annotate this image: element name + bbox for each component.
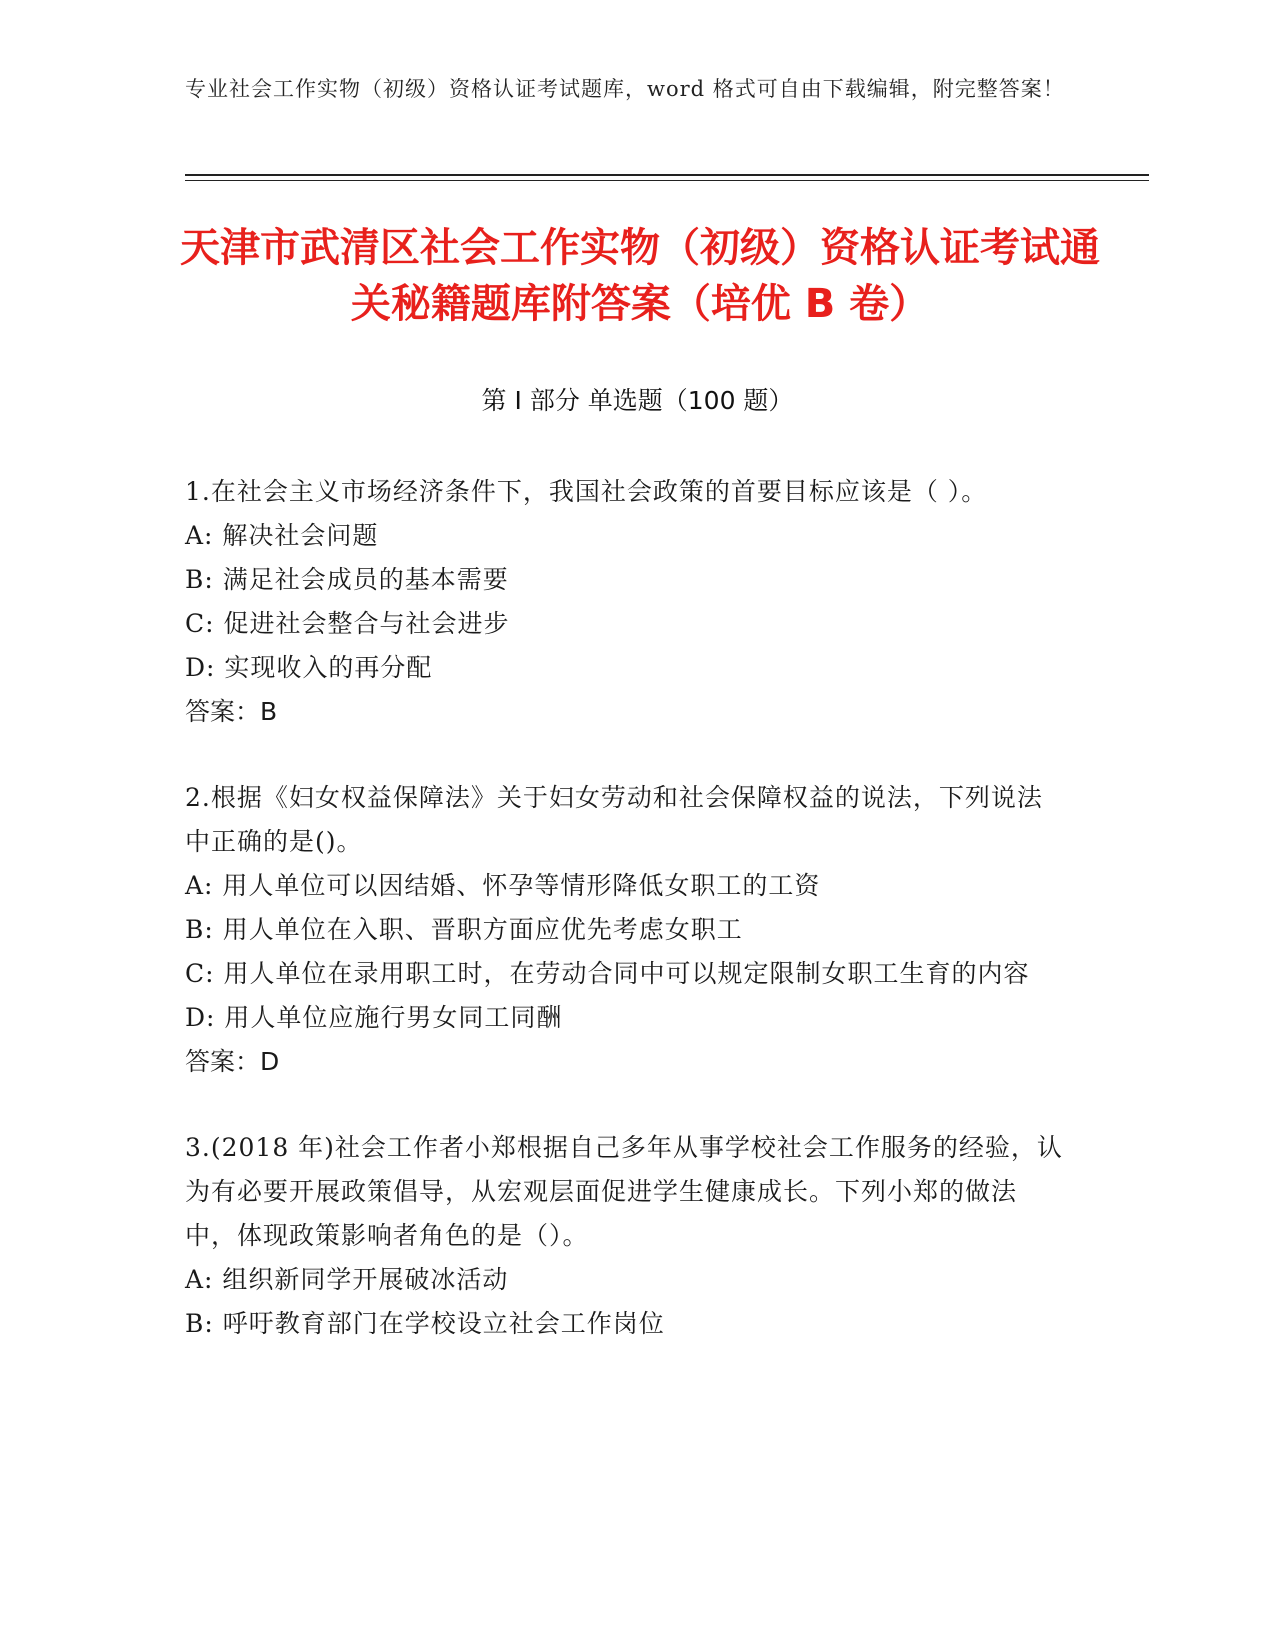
section-title: 第 I 部分 单选题（100 题）	[481, 386, 794, 415]
question-3	[185, 1126, 1065, 1346]
header-divider-thin	[185, 180, 1149, 181]
question-list	[185, 470, 1065, 1388]
option-a: A: 用人单位可以因结婚、怀孕等情形降低女职工的工资	[185, 871, 821, 900]
option-c: C: 促进社会整合与社会进步	[185, 609, 510, 638]
answer: 答案：B	[185, 697, 278, 726]
option-b: B: 呼吁教育部门在学校设立社会工作岗位	[185, 1309, 665, 1338]
option-d: D: 实现收入的再分配	[185, 653, 433, 682]
header-note: 专业社会工作实物（初级）资格认证考试题库，word 格式可自由下载编辑，附完整答案！	[185, 77, 1065, 101]
question-1	[185, 470, 1065, 734]
question-2	[185, 776, 1065, 1084]
option-a: A: 解决社会问题	[185, 521, 379, 550]
option-a: A: 组织新同学开展破冰活动	[185, 1265, 509, 1294]
option-d: D: 用人单位应施行男女同工同酬	[185, 1003, 563, 1032]
option-b: B: 满足社会成员的基本需要	[185, 565, 509, 594]
question-stem: 2.根据《妇女权益保障法》关于妇女劳动和社会保障权益的说法，下列说法中正确的是()。	[185, 783, 1043, 856]
question-stem: 1.在社会主义市场经济条件下，我国社会政策的首要目标应该是（ ）。	[185, 477, 988, 506]
question-stem: 3.(2018 年)社会工作者小郑根据自己多年从事学校社会工作服务的经验，认为有必要开展政策倡导，从宏观层面促进学生健康成长。下列小郑的做法中，体现政策影响者角色的是（）。	[185, 1133, 1063, 1250]
header-divider-thick	[185, 174, 1149, 176]
option-c: C: 用人单位在录用职工时，在劳动合同中可以规定限制女职工生育的内容	[185, 959, 1030, 988]
option-b: B: 用人单位在入职、晋职方面应优先考虑女职工	[185, 915, 743, 944]
answer: 答案：D	[185, 1047, 280, 1076]
document-title: 天津市武清区社会工作实物（初级）资格认证考试通关秘籍题库附答案（培优 B 卷）	[180, 225, 1100, 327]
